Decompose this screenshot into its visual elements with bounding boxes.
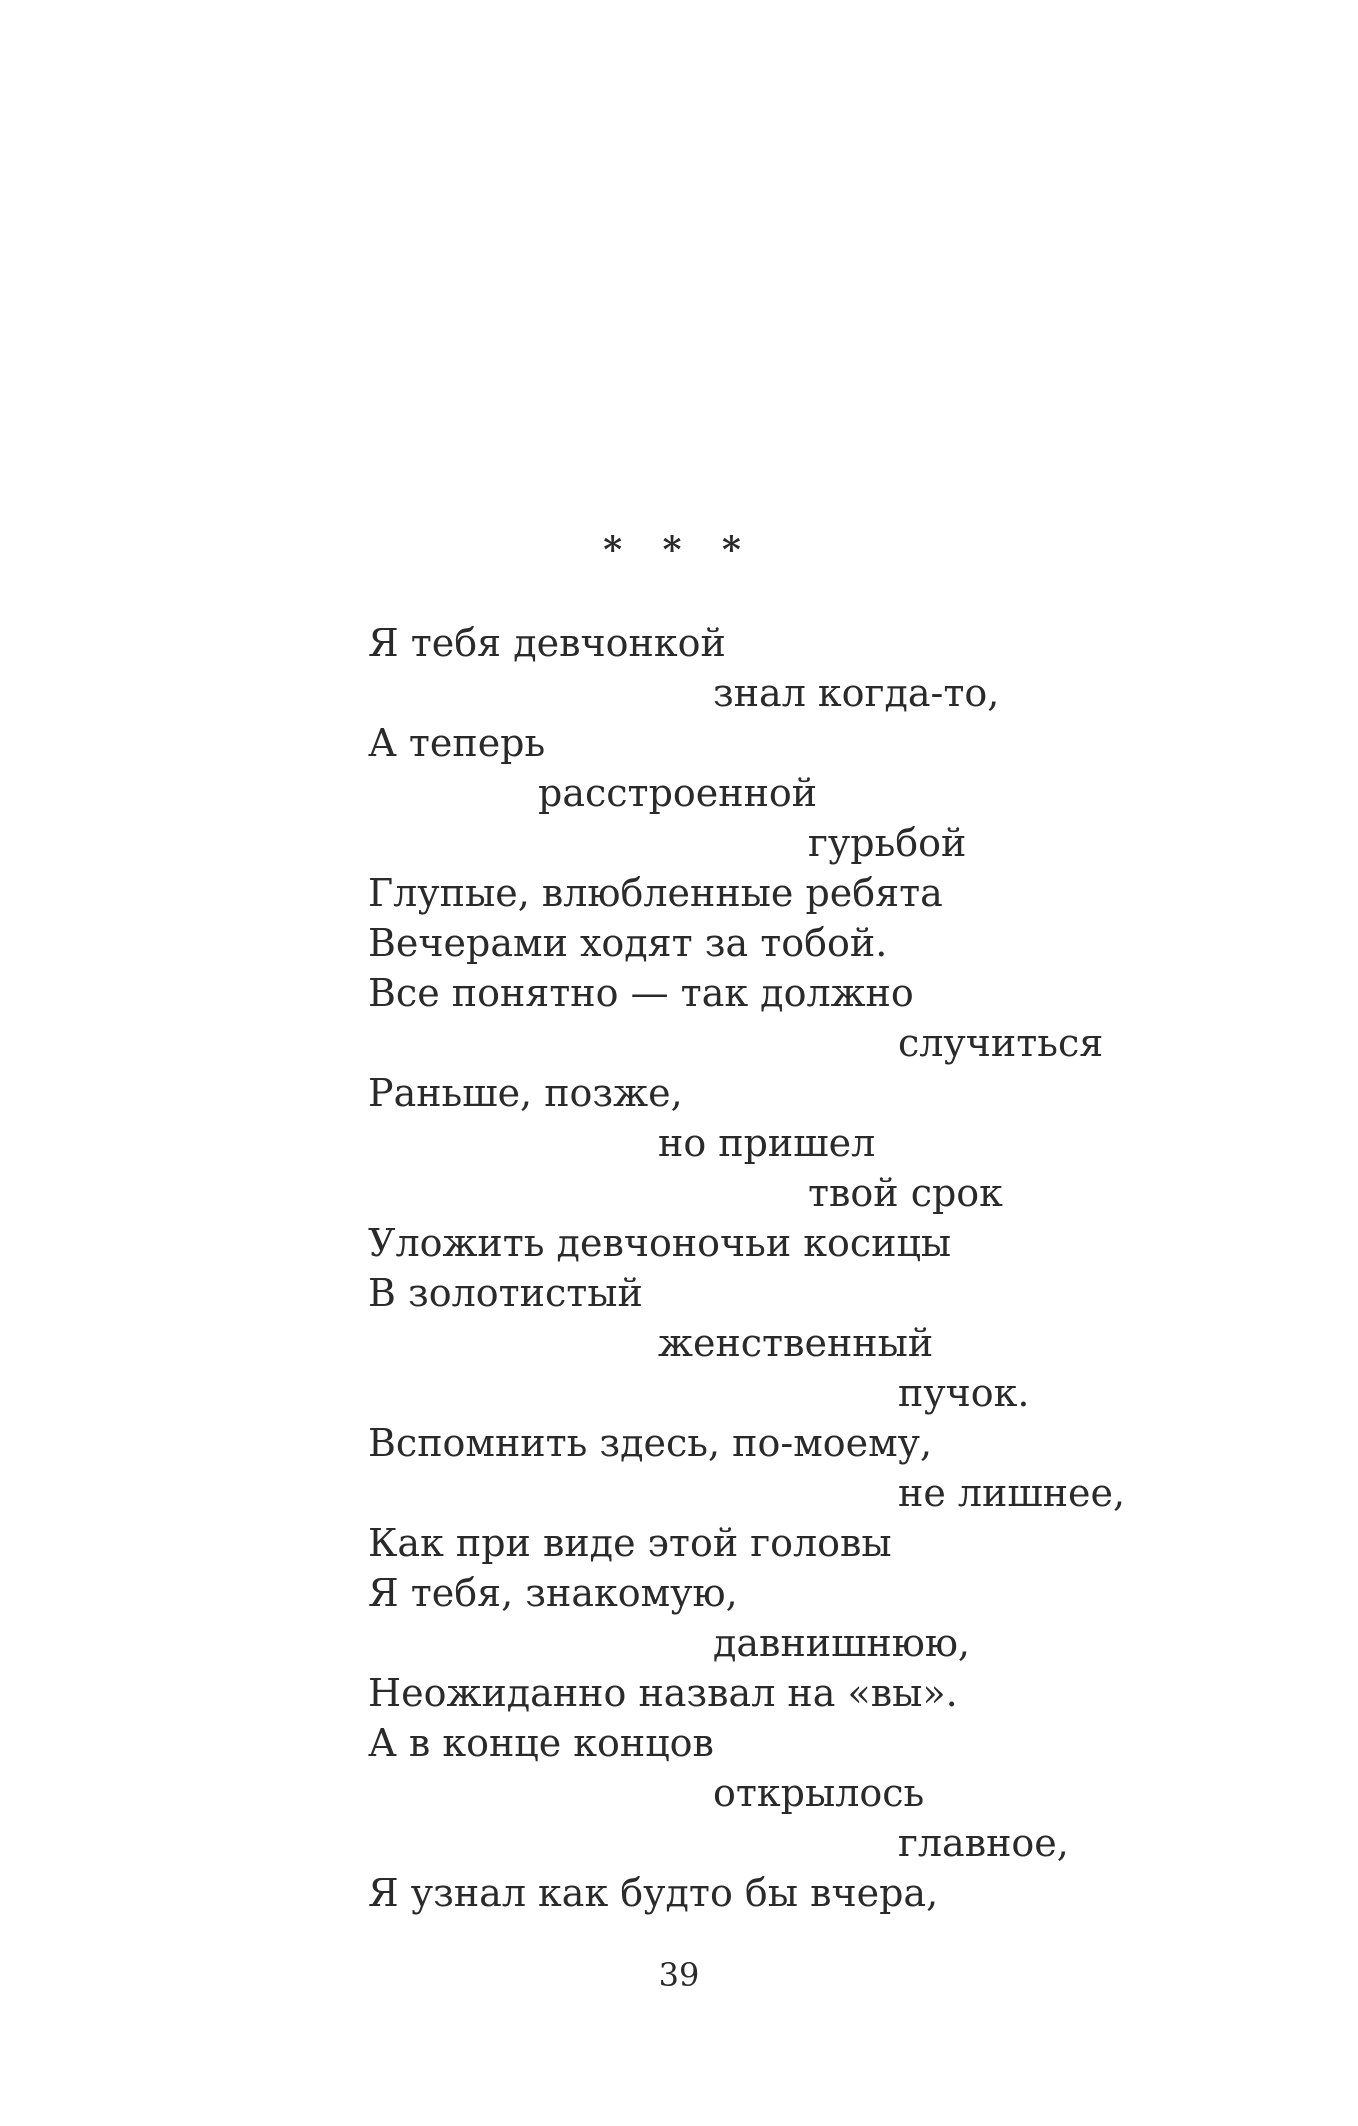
poem-line: Раньше, позже,: [368, 1071, 683, 1115]
poem-line: Я узнал как будто бы вчера,: [368, 1871, 939, 1915]
poem-line: А в конце концов: [368, 1721, 714, 1765]
poem-line: Все понятно — так должно: [368, 971, 914, 1015]
poem-line: пучок.: [898, 1371, 1030, 1415]
poem-line: Как при виде этой головы: [368, 1521, 892, 1565]
poem-line: женственный: [658, 1321, 934, 1365]
poem-line: давнишнюю,: [713, 1621, 971, 1665]
poem-line: главное,: [898, 1821, 1069, 1865]
poem-line: В золотистый: [368, 1271, 643, 1315]
poem-line: Вечерами ходят за тобой.: [368, 921, 888, 965]
poem-line: Неожиданно назвал на «вы».: [368, 1671, 958, 1715]
poem-line: случиться: [898, 1021, 1104, 1065]
poem-line: Я тебя, знакомую,: [368, 1571, 738, 1615]
poem-line: не лишнее,: [898, 1471, 1126, 1515]
poem-line: расстроенной: [538, 771, 818, 815]
poem-line: твой срок: [808, 1171, 1003, 1215]
page-number: 39: [658, 1956, 700, 1994]
poem-line: Вспомнить здесь, по-моему,: [368, 1421, 933, 1465]
poem-line: Я тебя девчонкой: [368, 621, 726, 665]
poem-line: но пришел: [658, 1121, 876, 1165]
poem-line: гурьбой: [808, 821, 967, 865]
poem-line: открылось: [713, 1771, 925, 1815]
poem-line: Уложить девчоночьи косицы: [368, 1221, 952, 1265]
section-separator: * * *: [603, 529, 755, 571]
poem-line: знал когда-то,: [713, 671, 1000, 715]
poem-line: А теперь: [368, 721, 546, 765]
poem-line: Глупые, влюбленные ребята: [368, 871, 943, 915]
